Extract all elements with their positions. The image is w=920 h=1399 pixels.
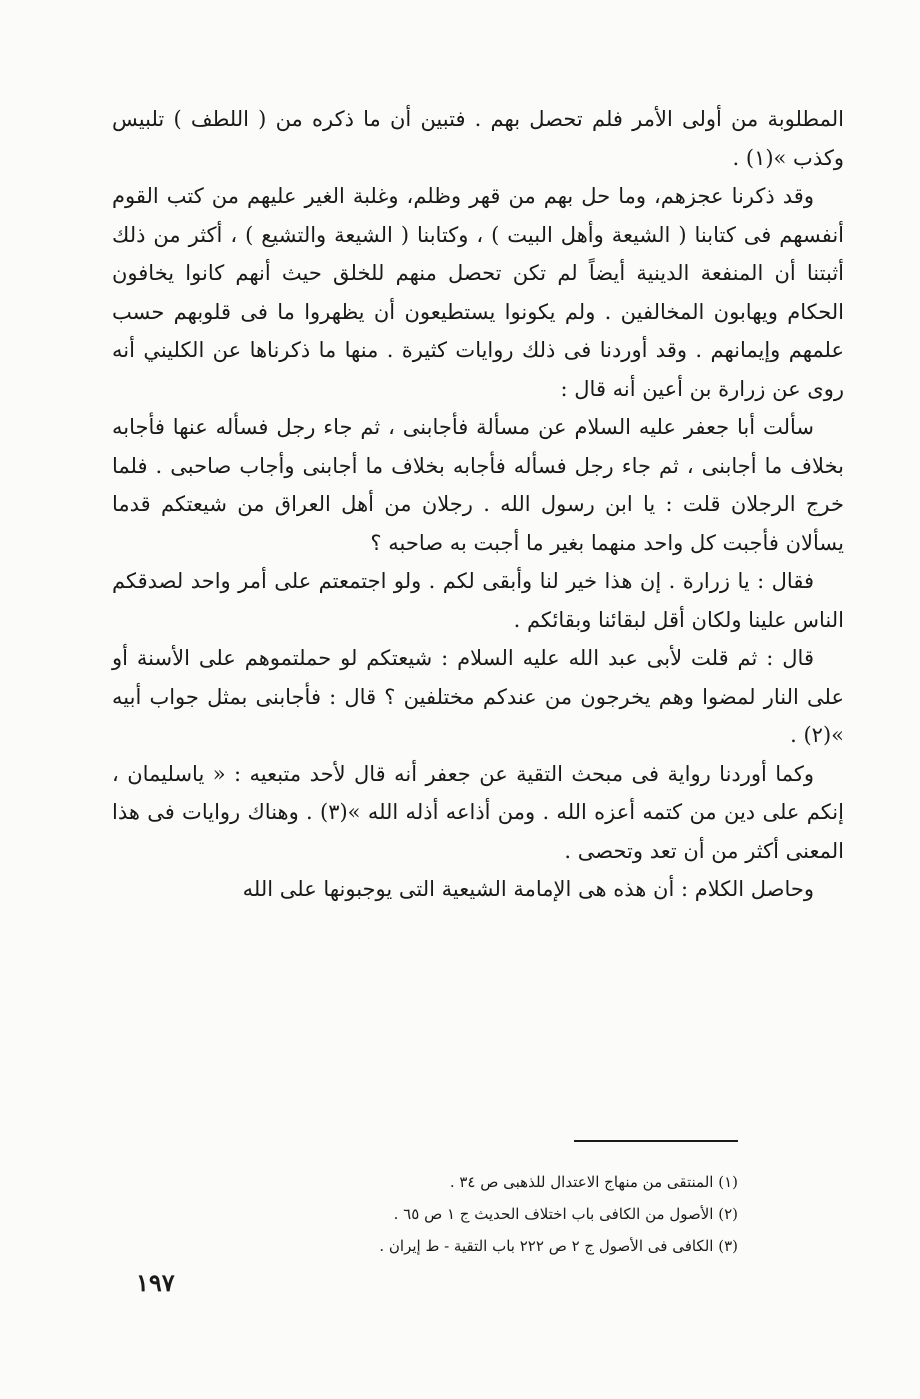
footnote-1: (١) المنتقى من منهاج الاعتدال للذهبى ص ٣٤ .	[449, 1173, 738, 1191]
main-text	[112, 100, 844, 909]
footnotes	[250, 1166, 738, 1262]
footnote-divider	[574, 1140, 738, 1142]
paragraph-weakness: وقد ذكرنا عجزهم، وما حل بهم من قهر وظلم، وغلبة الغير عليهم من كتب القوم أنفسهم فى كتابنا ( الشيعة وأهل البيت ) ، وكتابنا ( الشيعة والتشيع ) ، أكثر من ذلك أثبتنا أن المنفعة الدينية أيضاً لم تكن تحصل منهم للخلق حيث أنهم كانوا يخافون الحكام ويهابون المخالفين . ولم يكونوا يستطيعون أن يظهروا ما فى قلوبهم حسب علمهم وإيمانهم . وقد أوردنا فى ذلك روايات كثيرة . منها ما ذكرناها عن الكليني أنه روى عن زرارة بن أعين أنه قال :	[112, 184, 844, 401]
paragraph-conclusion: وحاصل الكلام : أن هذه هى الإمامة الشيعية التى يوجبونها على الله	[242, 877, 814, 901]
quote-abu-abdullah: قال : ثم قلت لأبى عبد الله عليه السلام : شيعتكم لو حملتموهم على الأسنة أو على النار لمضوا وهم يخرجون من عندكم مختلفين ؟ قال : فأجابنى بمثل جواب أبيه »(٢) .	[112, 646, 844, 747]
paragraph-continuation: المطلوبة من أولى الأمر فلم تحصل بهم . فتبين أن ما ذكره من ( اللطف ) تلبيس وكذب »(١) .	[112, 107, 844, 170]
page-number: ١٩٧	[136, 1268, 175, 1297]
footnote-3: (٣) الكافى فى الأصول ج ٢ ص ٢٢٢ باب التقية - ط إيران .	[379, 1237, 738, 1255]
footnote-2: (٢) الأصول من الكافى باب اختلاف الحديث ج ١ ص ٦٥ .	[393, 1205, 738, 1223]
quote-zurara-question: سألت أبا جعفر عليه السلام عن مسألة فأجابنى ، ثم جاء رجل فسأله عنها فأجابه بخلاف ما أجابنى ، ثم جاء رجل فسأله فأجابه بخلاف ما أجابنى وأجاب صاحبى . فلما خرج الرجلان قلت : يا ابن رسول الله . رجلان من أهل العراق من شيعتكم قدما يسألان فأجبت كل واحد منهما بغير ما أجبت به صاحبه ؟	[112, 415, 844, 555]
quote-zurara-answer: فقال : يا زرارة . إن هذا خير لنا وأبقى لكم . ولو اجتمعتم على أمر واحد لصدقكم الناس علينا ولكان أقل لبقائنا وبقائكم .	[112, 569, 844, 632]
paragraph-taqiyya: وكما أوردنا رواية فى مبحث التقية عن جعفر أنه قال لأحد متبعيه : « ياسليمان ، إنكم على دين من كتمه أعزه الله . ومن أذاعه أذله الله »(٣) . وهناك روايات فى هذا المعنى أكثر من أن تعد وتحصى .	[112, 761, 844, 863]
